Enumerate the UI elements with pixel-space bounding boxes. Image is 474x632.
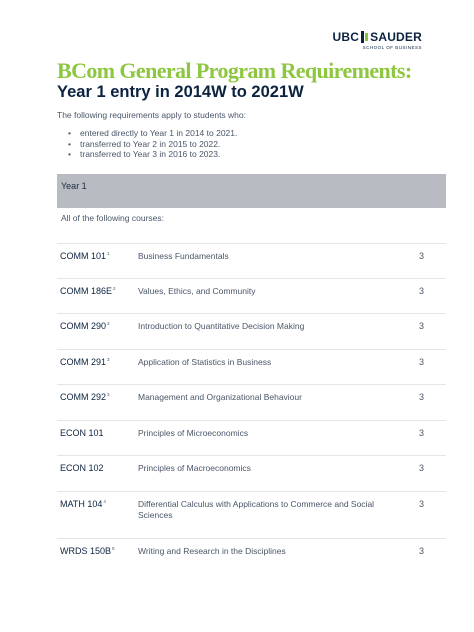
course-code: COMM $290^3$: [60, 321, 110, 331]
course-row: [57, 491, 446, 538]
logo-left-text: UBC: [332, 30, 360, 44]
course-credits: 3: [419, 321, 425, 331]
footnote-marker: 2: [113, 286, 116, 291]
eligibility-item: • transferred to Year 3 in 2016 to 2023.: [68, 149, 237, 160]
course-credits: 3: [419, 357, 425, 367]
year-1-section-header: [57, 174, 446, 208]
course-code: ECON 102: [60, 463, 104, 473]
eligibility-item: • entered directly to Year 1 in 2014 to 2021.: [68, 128, 237, 139]
course-code: COMM $101^1$: [60, 251, 110, 261]
course-code: COMM $292^3$: [60, 392, 110, 402]
footnote-marker: 5: [112, 546, 115, 551]
course-row: [57, 420, 446, 455]
eligibility-list: [68, 128, 237, 160]
footnote-marker: 3: [107, 321, 110, 326]
footnote-marker: 3: [107, 392, 110, 397]
course-row: [57, 243, 446, 278]
footnote-marker: 3: [107, 357, 110, 362]
footnote-marker: 4: [103, 499, 106, 504]
page-title: BCom General Program Requirements:: [57, 58, 412, 83]
courses-label: All of the following courses:: [61, 213, 164, 223]
eligibility-item: • transferred to Year 2 in 2015 to 2022.: [68, 139, 237, 150]
logo-right-text: SAUDER: [370, 30, 422, 44]
course-title: Business Fundamentals: [138, 251, 229, 261]
course-credits: 3: [419, 546, 425, 556]
course-credits: 3: [419, 499, 425, 509]
page-subtitle: Year 1 entry in 2014W to 2021W: [57, 83, 304, 101]
section-label: Year 1: [61, 181, 87, 191]
logo-mark-icon: [361, 31, 368, 43]
course-credits: 3: [419, 251, 425, 261]
footnote-marker: 1: [107, 251, 110, 256]
ubc-sauder-logo: [333, 30, 422, 50]
course-title: Principles of Microeconomics: [138, 428, 249, 438]
course-code: MATH $104^4$: [60, 499, 106, 509]
course-row: [57, 349, 446, 384]
course-credits: 3: [419, 392, 425, 402]
logo-wordmark: [333, 30, 422, 44]
course-title: Writing and Research in the Disciplines: [138, 546, 286, 556]
course-code: COMM $291^3$: [60, 357, 110, 367]
course-code: WRDS $150B^5$: [60, 546, 115, 556]
course-row: [57, 278, 446, 313]
course-title: Introduction to Quantitative Decision Making: [138, 321, 305, 331]
course-code: COMM $186E^2$: [60, 286, 116, 296]
course-row: [57, 384, 446, 420]
course-title: Application of Statistics in Business: [138, 357, 272, 367]
course-credits: 3: [419, 463, 425, 473]
logo-subtext: SCHOOL OF BUSINESS: [362, 45, 422, 50]
course-title: Principles of Macroeconomics: [138, 463, 251, 473]
course-title: Management and Organizational Behaviour: [138, 392, 302, 402]
course-credits: 3: [419, 428, 425, 438]
course-credits: 3: [419, 286, 425, 296]
course-title: Values, Ethics, and Community: [138, 286, 256, 296]
course-code: ECON 101: [60, 428, 104, 438]
course-row: [57, 313, 446, 349]
course-row: [57, 538, 446, 574]
intro-text: The following requirements apply to students who:: [57, 110, 246, 120]
course-row: [57, 455, 446, 491]
course-title: Differential Calculus with Applications to Commerce and Social Sciences: [138, 499, 375, 520]
